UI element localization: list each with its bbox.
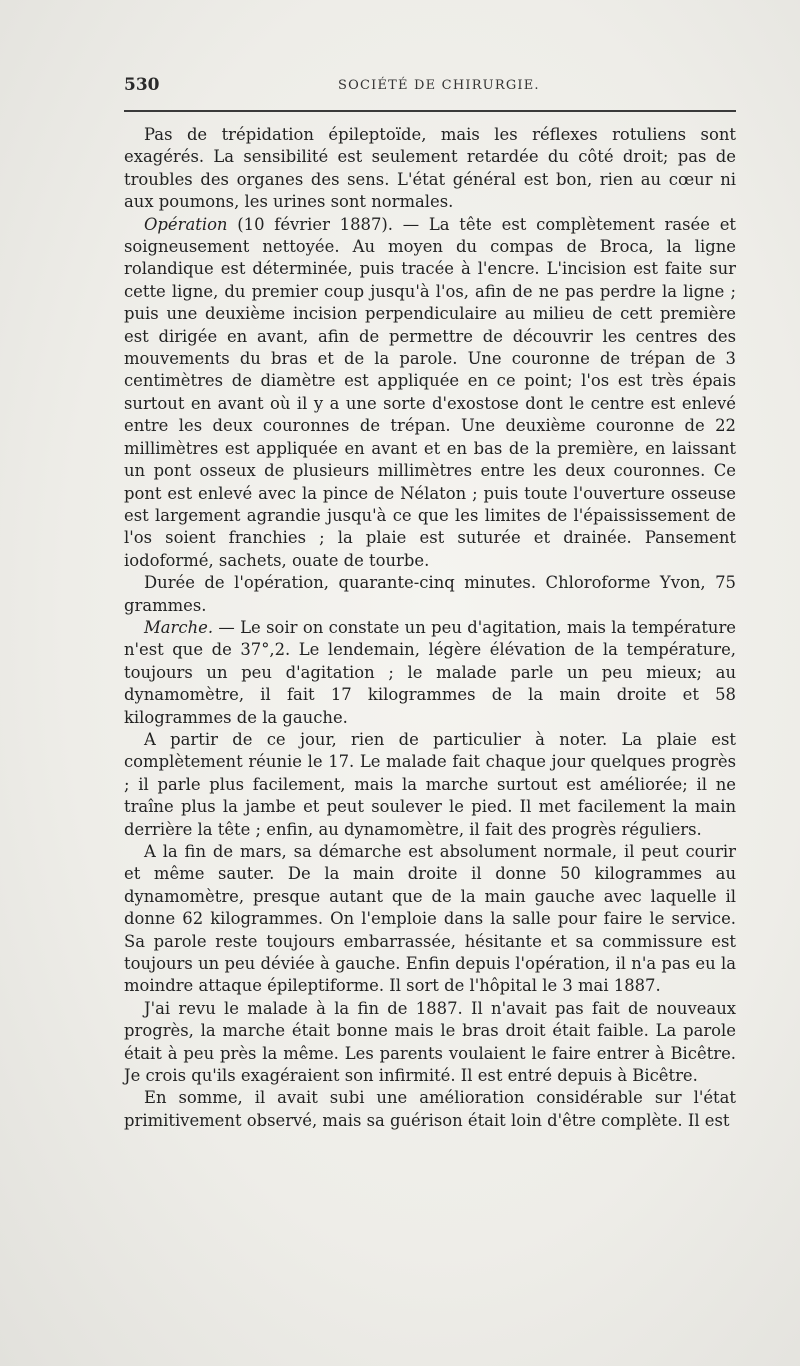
paragraph: Pas de trépidation épileptoïde, mais les réflexes rotuliens sont exagérés. La sensibilité est seulement retardée du côté droit; pas de troubles des organes des sens. L'état général est bon, rien au cœur ni aux poumons, les urines sont normales. (124, 125, 736, 212)
paragraph: A la fin de mars, sa démarche est absolument normale, il peut courir et même sauter. De la main droite il donne 50 kilogrammes au dynamomètre, presque autant que de la main gauche avec laquelle il donne 62 kilogrammes. On l'emploie dans la salle pour faire le service. Sa parole reste toujours embarrassée, hésitante et sa commissure est toujours un peu déviée à gauche. Enfin depuis l'opération, il n'a pas eu la moindre attaque épileptiforme. Il sort de l'hôpital le 3 mai 1887. (124, 842, 736, 996)
paragraph-lead: Marche. (144, 617, 214, 637)
page-header (124, 75, 736, 99)
paragraph: Marche. — Le soir on constate un peu d'agitation, mais la température n'est que de 37°,2. Le lendemain, légère élévation de la température, toujours un peu d'agitation ; le malade parle un peu mieux; au dynamomètre, il fait 17 kilogrammes de la main droite et 58 kilogrammes de la gauche. (124, 617, 736, 727)
paragraph-lead: Opération (144, 214, 228, 234)
paragraph: Durée de l'opération, quarante-cinq minutes. Chloroforme Yvon, 75 grammes. (124, 573, 736, 615)
paragraph: A partir de ce jour, rien de particulier à noter. La plaie est complètement réunie le 17. Le malade fait chaque jour quelques progrès ; il parle plus facilement, mais la marche surtout est améliorée; il ne traîne plus la jambe et peut soulever le pied. Il met facilement la main derrière la tête ; enfin, au dynamomètre, il fait des progrès réguliers. (124, 729, 736, 839)
paragraph: J'ai revu le malade à la fin de 1887. Il n'avait pas fait de nouveaux progrès, la marche était bonne mais le bras droit était faible. La parole était à peu près la même. Les parents voulaient le faire entrer à Bicêtre. Je crois qu'ils exagéraient son infirmité. Il est entré depuis à Bicêtre. (124, 998, 736, 1086)
paragraph: En somme, il avait subi une amélioration considérable sur l'état primitivement observé, mais sa guérison était loin d'être complète. Il est (124, 1088, 736, 1130)
page-number: 530 (124, 75, 160, 95)
running-title: SOCIÉTÉ DE CHIRURGIE. (338, 78, 540, 93)
header-rule (124, 110, 736, 112)
body-text (124, 124, 736, 1132)
paragraph: Opération (10 février 1887). — La tête est complètement rasée et soigneusement nettoyée. Au moyen du compas de Broca, la ligne rolandique est déterminée, puis tracée à l'encre. L'incision est faite sur cette ligne, du premier coup jusqu'à l'os, afin de ne pas perdre la ligne ; puis une deuxième incision perpendiculaire au milieu de cett première est dirigée en avant, afin de permettre de découvrir les centres des mouvements du bras et de la parole. Une couronne de trépan de 3 centimètres de diamètre est appliquée en ce point; l'os est très épais surtout en avant où il y a une sorte d'exostose dont le centre est enlevé entre les deux couronnes de trépan. Une deuxième couronne de 22 millimètres est appliquée en avant et en bas de la première, en laissant un pont osseux de plusieurs millimètres entre les deux couronnes. Ce pont est enlevé avec la pince de Nélaton ; puis toute l'ouverture osseuse est largement agrandie jusqu'à ce que les limites de l'épaississement de l'os soient franchies ; la plaie est suturée et drainée. Pansement iodoformé, sachets, ouate de tourbe. (124, 214, 736, 570)
